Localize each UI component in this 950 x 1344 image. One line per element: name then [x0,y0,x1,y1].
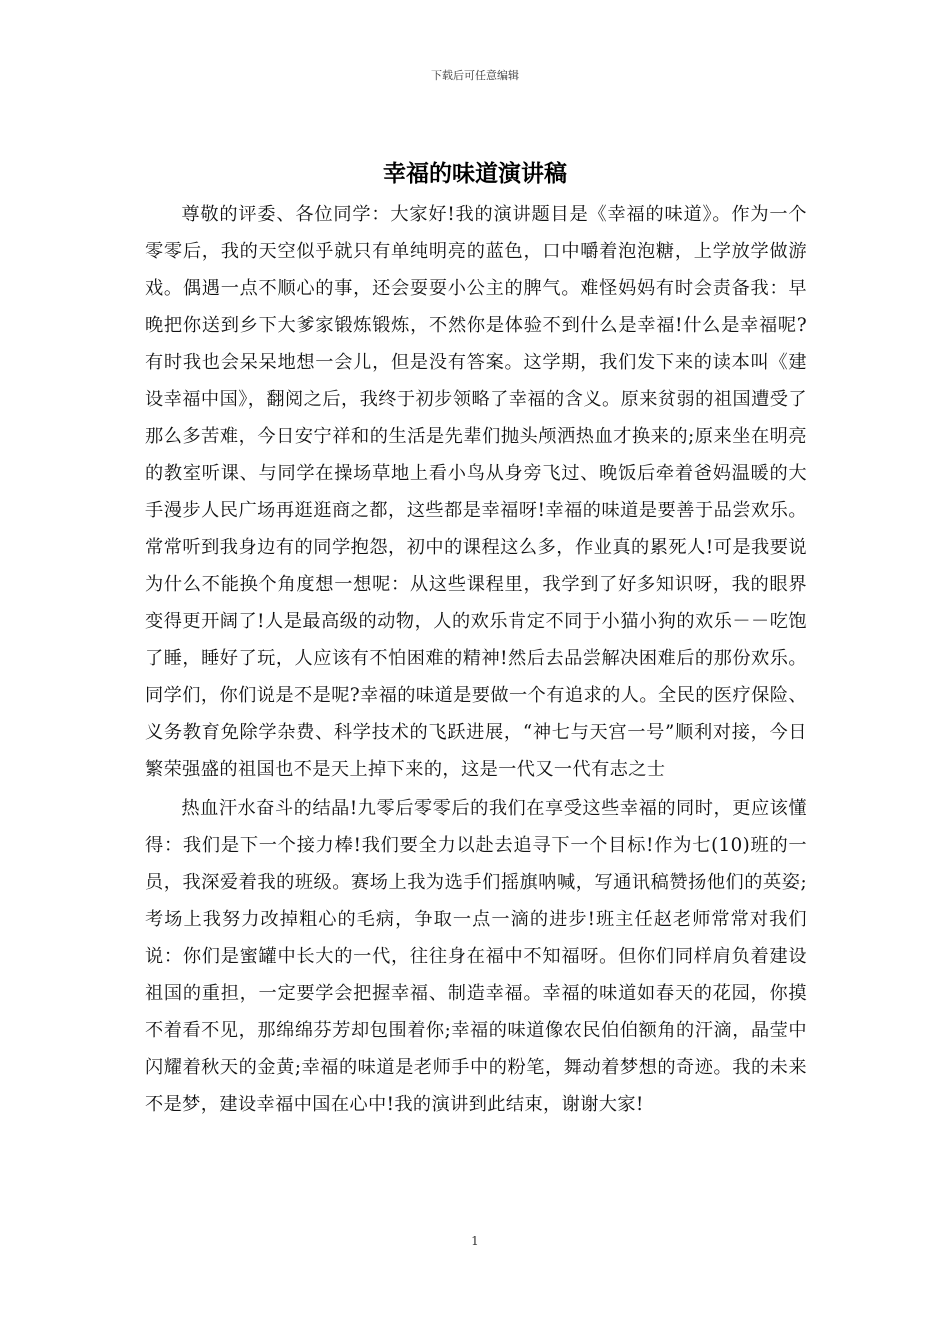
speech-body [145,196,807,1123]
paragraph-2: 热血汗水奋斗的结晶!九零后零零后的我们在享受这些幸福的同时，更应该懂得：我们是下一个接力棒!我们要全力以赴去追寻下一个目标!作为七(10)班的一员，我深爱着我的班级。赛场上我为选手们摇旗呐喊，写通讯稿赞扬他们的英姿;考场上我努力改掉粗心的毛病，争取一点一滴的进步!班主任赵老师常常对我们说：你们是蜜罐中长大的一代，往往身在福中不知福呀。但你们同样肩负着建设祖国的重担，一定要学会把握幸福、制造幸福。幸福的味道如春天的花园，你摸不着看不见，那绵绵芬芳却包围着你;幸福的味道像农民伯伯额角的汗滴，晶莹中闪耀着秋天的金黄;幸福的味道是老师手中的粉笔，舞动着梦想的奇迹。我的未来不是梦，建设幸福中国在心中!我的演讲到此结束，谢谢大家! [145,798,807,1115]
page-number: 1 [471,1234,479,1248]
header-note: 下载后可任意编辑 [431,69,519,82]
page-title: 幸福的味道演讲稿 [383,161,567,187]
paragraph-1: 尊敬的评委、各位同学：大家好!我的演讲题目是《幸福的味道》。作为一个零零后，我的天空似乎就只有单纯明亮的蓝色，口中嚼着泡泡糖，上学放学做游戏。偶遇一点不顺心的事，还会耍耍小公主的脾气。难怪妈妈有时会责备我：早晚把你送到乡下大爹家锻炼锻炼，不然你是体验不到什么是幸福!什么是幸福呢?有时我也会呆呆地想一会儿，但是没有答案。这学期，我们发下来的读本叫《建设幸福中国》，翻阅之后，我终于初步领略了幸福的含义。原来贫弱的祖国遭受了那么多苦难，今日安宁祥和的生活是先辈们抛头颅洒热血才换来的;原来坐在明亮的教室听课、与同学在操场草地上看小鸟从身旁飞过、晚饭后牵着爸妈温暖的大手漫步人民广场再逛逛商之都，这些都是幸福呀!幸福的味道是要善于品尝欢乐。常常听到我身边有的同学抱怨，初中的课程这么多，作业真的累死人!可是我要说为什么不能换个角度想一想呢：从这些课程里，我学到了好多知识呀，我的眼界变得更开阔了!人是最高级的动物，人的欢乐肯定不同于小猫小狗的欢乐－－吃饱了睡，睡好了玩，人应该有不怕困难的精神!然后去品尝解决困难后的那份欢乐。同学们，你们说是不是呢?幸福的味道是要做一个有追求的人。全民的医疗保险、义务教育免除学杂费、科学技术的飞跃进展，“神七与天宫一号”顺利对接，今日繁荣强盛的祖国也不是天上掉下来的，这是一代又一代有志之士 [145,204,807,780]
